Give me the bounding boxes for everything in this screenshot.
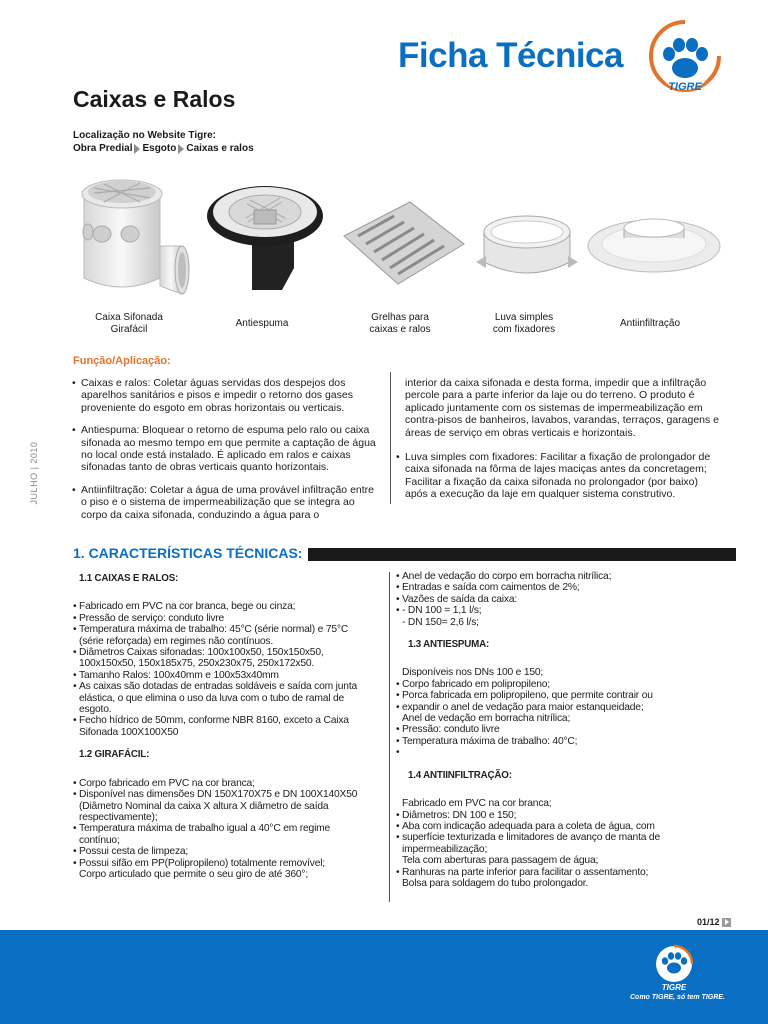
tech-item: • superfície texturizada e limitadores de avanço de manta de <box>396 832 660 844</box>
funcao-left-column <box>72 377 378 531</box>
tech-item: • Disponível nas dimensões DN 150X170X75 e DN 100X140X50 <box>73 789 358 801</box>
funcao-item: • Luva simples com fixadores: Facilitar a fixação de prolongador de caixa sifonada na fôrma de lajes maciças antes da concretagem; Facilitar a fixação da caixa sifonada no prolongador (por baixo) após a execução da laje em qualquer sistema construtivo. <box>396 451 711 501</box>
breadcrumb-item: Obra Predial <box>73 143 133 154</box>
antiespuma-image <box>202 172 328 298</box>
logo-brand-text: TIGRE <box>668 81 702 93</box>
tech-item: • Ranhuras na parte inferior para facilitar o assentamento; <box>396 866 649 878</box>
tech-item: • Anel de vedação do corpo em borracha nitrílica; <box>396 571 612 582</box>
breadcrumb-item: Esgoto <box>142 143 177 154</box>
grelha-image <box>340 198 468 288</box>
tech-item: • Vazões de saída da caixa: <box>396 593 518 605</box>
section-title: 1. CARACTERÍSTICAS TÉCNICAS: <box>73 545 303 561</box>
luva-simples-image <box>474 206 580 288</box>
tech-item: • As caixas são dotadas de entradas soldáveis e saída com junta <box>73 681 358 693</box>
subsection-title: 1.1 CAIXAS E RALOS: <box>79 573 179 584</box>
funcao-title: Função/Aplicação: <box>73 355 171 367</box>
tech-item: • Possui sifão em PP(Polipropileno) totalmente removível; <box>73 857 325 869</box>
tech-item: • Possui cesta de limpeza; <box>73 846 189 858</box>
tech-item: • Pressão: conduto livre <box>396 724 500 736</box>
tech-item: • Corpo fabricado em polipropileno; <box>396 678 550 690</box>
product-caption: Caixa Sifonada Girafácil <box>95 312 163 335</box>
footer-tigre-logo-icon <box>654 944 694 992</box>
tech-item: • Fabricado em PVC na cor branca, bege ou cinza; <box>73 601 296 613</box>
tech-item: • Porca fabricada em polipropileno, que permite contrair ou <box>396 690 653 702</box>
tech-item: • expandir o anel de vedação para maior estanqueidade; <box>396 701 644 713</box>
tech-left-column: 1.1 CAIXAS E RALOS: • Fabricado em PVC na cor branca, bege ou cinza; • Pressão de serviço: conduto livre • Temperatura máxima de trabalho: 45°C (série normal) e 75°C (série reforçada) em regimes não contínuos. • Diâmetros Caixas sifonadas: 100x100x50, 150x150x50, 100x150x50, 150x185x75, 250x230x75, 250x172x50. • Tamanho Ralos: 100x40mm e 100x53x40mm • As caixas são dotadas de entradas soldáveis e saída com junta elástica, o que elimina o uso da luva com o tubo de ramal de esgoto. • Fecho hídrico de 50mm, conforme NBR 8160, exceto a Caixa Sifonada 100X100X50 1.2 GIRAFÁCIL: • Corpo fabricado em PVC na cor branca; • Disponível nas dimensões DN 150X170X75 e DN 100X140X50 (Diâmetro Nominal da caixa X altura X diâmetro de saída respectivamente); • Temperatura máxima de trabalho igual a 40°C em regime contínuo; • Possui cesta de limpeza; • Possui sifão em PP(Polipropileno) totalmente removível; Corpo articulado que permite o seu giro de até 360°; <box>73 573 385 880</box>
breadcrumb-item: Caixas e ralos <box>186 143 254 154</box>
tech-right-column: • Anel de vedação do corpo em borracha nitrílica; • Entradas e saída com caimentos de 2%; • Vazões de saída da caixa: • - DN 100 = 1,1 l/s; - DN 150= 2,6 l/s; 1.3 ANTIESPUMA: Disponíveis nos DNs 100 e 150; • Corpo fabricado em polipropileno; • Porca fabricada em polipropileno, que permite contrair ou • expandir o anel de vedação para maior estanqueidade; Anel de vedação em borracha nitrílica; • Pressão: conduto livre • Temperatura máxima de trabalho: 40°C; • 1.4 ANTIINFILTRAÇÃO: Fabricado em PVC na cor branca; • Diâmetros: DN 100 e 150; • Aba com indicação adequada para a coleta de água, com • superfície texturizada e limitadores de avanço de manta de impermeabilização; Tela com aberturas para passagem de água; • Ranhuras na parte inferior para facilitar o assentamento; Bolsa para soldagem do tubo prolongador. <box>396 571 714 889</box>
document-title: Caixas e Ralos <box>73 86 236 112</box>
tech-item: • Temperatura máxima de trabalho igual a 40°C em regime <box>73 823 331 835</box>
caixa-sifonada-image <box>64 168 194 306</box>
side-date: JULHO | 2010 <box>29 441 39 505</box>
product-caption: Antiinfiltração <box>619 318 681 329</box>
subsection-title: 1.2 GIRAFÁCIL: <box>79 749 150 761</box>
funcao-item: • Antiinfiltração: Coletar a água de uma provável infiltração entre o piso e o sistema de impermeabilização que se integra ao corpo da caixa sifonada, conduzindo a água para o <box>72 483 374 521</box>
next-page-icon[interactable] <box>722 918 731 927</box>
product-caption: Grelhas para caixas e ralos <box>369 312 431 335</box>
tigre-logo-icon <box>648 18 722 104</box>
tech-item: • Temperatura máxima de trabalho: 40°C; <box>396 735 578 747</box>
tech-item: • Fecho hídrico de 50mm, conforme NBR 8160, exceto a Caixa <box>73 715 349 727</box>
location-label: Localização no Website Tigre: <box>73 130 216 141</box>
tech-item: • Aba com indicação adequada para a coleta de água, com <box>396 820 655 832</box>
funcao-item: • Caixas e ralos: Coletar águas servidas dos despejos dos aparelhos sanitários e pisos e impedir o retorno dos gases proveniente do esgoto em obras horizontais ou verticais. <box>72 377 353 414</box>
subsection-title: 1.3 ANTIESPUMA: <box>408 639 490 651</box>
funcao-item: • Antiespuma: Bloquear o retorno de espuma pelo ralo ou caixa sifonada ao mesmo tempo em que permite a captação de água no local onde está instalado. É aplicado em ralos e caixas sifonadas tanto de obras verticais quanto horizontais. <box>72 424 376 474</box>
tech-item: • Diâmetros Caixas sifonadas: 100x100x50, 150x150x50, <box>73 647 324 659</box>
footer-band <box>0 930 768 1024</box>
breadcrumb-arrow-icon <box>134 144 140 154</box>
tech-item: • Diâmetros: DN 100 e 150; <box>396 809 517 821</box>
funcao-right-column <box>396 377 722 511</box>
tech-item: • - DN 100 = 1,1 l/s; <box>396 605 482 617</box>
tech-item: • Corpo fabricado em PVC na cor branca; <box>73 777 255 789</box>
tech-item: • Tamanho Ralos: 100x40mm e 100x53x40mm <box>73 669 279 681</box>
product-caption: Luva simples com fixadores <box>492 312 556 335</box>
tech-item: • Pressão de serviço: conduto livre <box>73 612 225 624</box>
page-number: 01/12 <box>697 917 731 927</box>
funcao-continuation: interior da caixa sifonada e desta forma, impedir que a infiltração percole para a parte inferior da laje ou do terreno. O produto é aplicado juntamente com os sistemas de impermeabilização em contra-pisos de banheiros, lavabos, varandas, terraços, garagens e áreas de serviço em obras verticais e horizontais. <box>405 377 720 439</box>
breadcrumb-arrow-icon <box>178 144 184 154</box>
tech-item: • Temperatura máxima de trabalho: 45°C (série normal) e 75°C <box>73 624 349 636</box>
footer-slogan: Como TIGRE, só tem TIGRE. <box>630 994 725 1001</box>
column-divider <box>389 572 390 902</box>
breadcrumb <box>73 143 254 154</box>
subsection-title: 1.4 ANTIINFILTRAÇÃO: <box>408 769 512 781</box>
antiinfiltracao-image <box>584 208 724 276</box>
tech-item: • <box>396 747 400 759</box>
tech-item: • Entradas e saída com caimentos de 2%; <box>396 582 580 594</box>
section-bar <box>308 548 736 561</box>
header-title: Ficha Técnica <box>398 36 623 75</box>
product-caption: Antiespuma <box>235 318 289 329</box>
footer-brand-text: TIGRE <box>661 983 687 992</box>
column-divider <box>390 372 391 504</box>
